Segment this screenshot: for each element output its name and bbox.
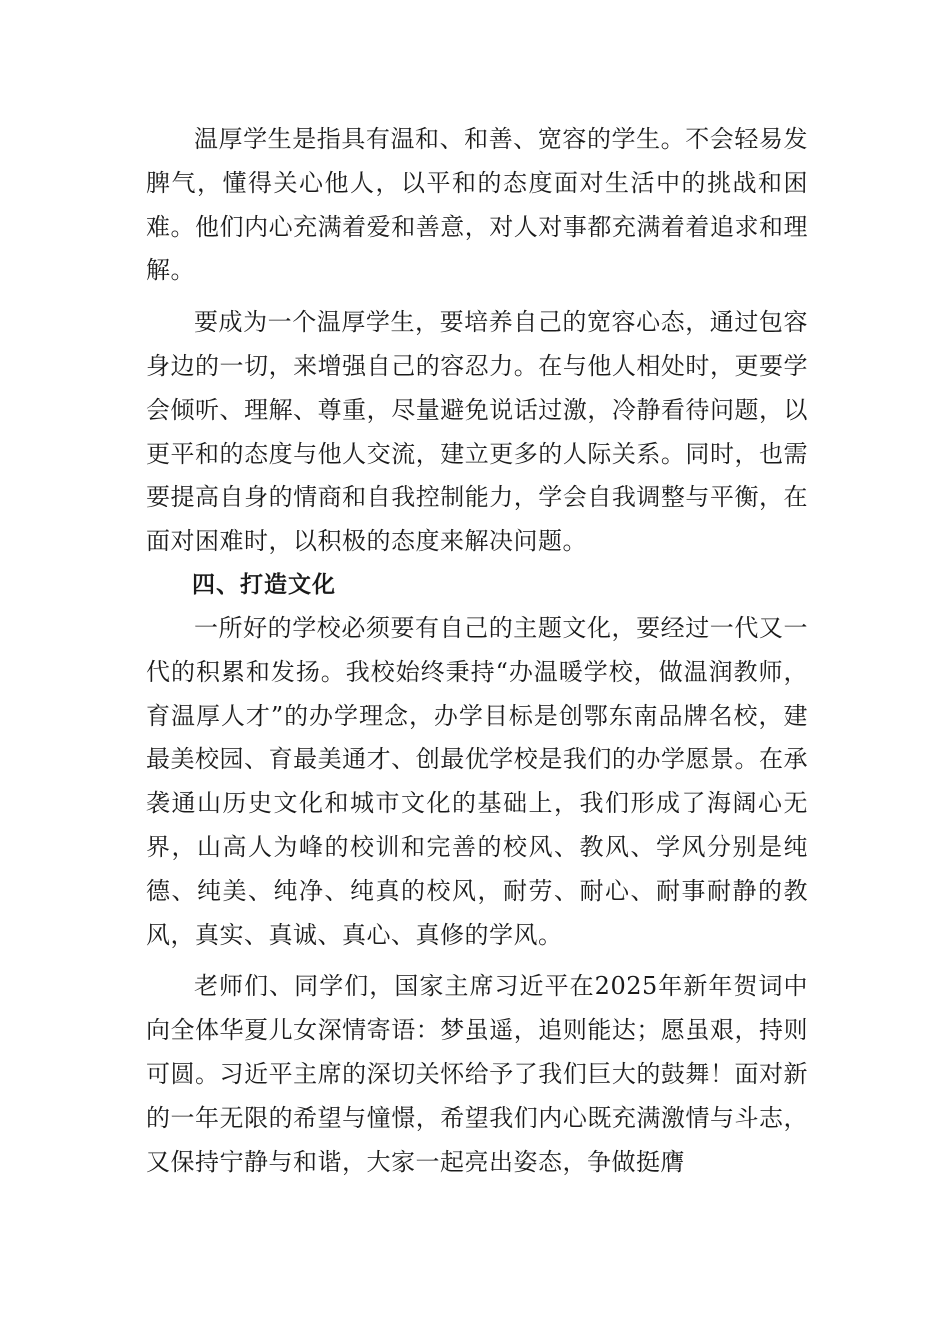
- paragraph-new-year-message: 老师们、同学们，国家主席习近平在2025年新年贺词中向全体华夏儿女深情寄语：梦虽遥，追则能达；愿虽艰，持则可圆。习近平主席的深切关怀给予了我们巨大的鼓舞！面对新的一年无限的希望与憧憬，希望我们内心既充满激情与斗志，又保持宁静与和谐，大家一起亮出姿态，争做挺膺: [146, 972, 808, 1176]
- document-page: [146, 118, 808, 1184]
- paragraph-gap: [146, 957, 808, 965]
- paragraph-warm-students: 温厚学生是指具有温和、和善、宽容的学生。不会轻易发脾气，懂得关心他人，以平和的态度面对生活中的挑战和困难。他们内心充满着爱和善意，对人对事都充满着着追求和理解。: [146, 125, 808, 285]
- paragraph-school-culture: 一所好的学校必须要有自己的主题文化，要经过一代又一代的积累和发扬。我校始终秉持“办温暖学校，做温润教师，育温厚人才”的办学理念，办学目标是创鄂东南品牌名校，建最美校园、育最美通才、创最优学校是我们的办学愿景。在承袭通山历史文化和城市文化的基础上，我们形成了海阔心无界，山高人为峰的校训和完善的校风、教风、学风分别是纯德、纯美、纯净、纯真的校风，耐劳、耐心、耐事耐静的教风，真实、真诚、真心、真修的学风。: [146, 613, 808, 949]
- section-heading: 四、打造文化: [192, 571, 336, 598]
- paragraph-becoming-warm-student: 要成为一个温厚学生，要培养自己的宽容心态，通过包容身边的一切，来增强自己的容忍力。在与他人相处时，更要学会倾听、理解、尊重，尽量避免说话过激，冷静看待问题，以更平和的态度与他人交流，建立更多的人际关系。同时，也需要提高自身的情商和自我控制能力，学会自我调整与平衡，在面对困难时，以积极的态度来解决问题。: [146, 308, 808, 556]
- paragraph-gap: [146, 293, 808, 301]
